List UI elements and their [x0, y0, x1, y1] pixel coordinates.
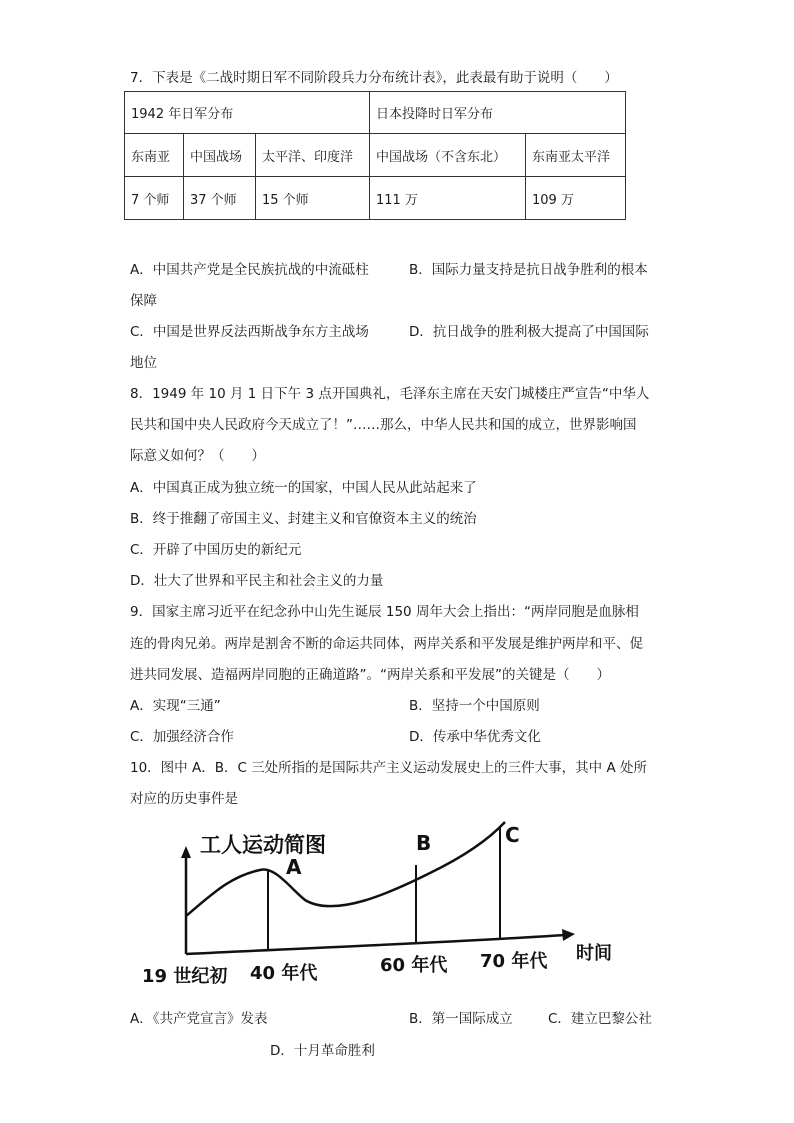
q8-option-b: B．终于推翻了帝国主义、封建主义和官僚资本主义的统治	[130, 511, 477, 527]
table-cell: 东南亚	[125, 134, 184, 177]
q9-stem-line3: 进共同发展、造福两岸同胞的正确道路”。“两岸关系和平发展”的关键是（ ）	[130, 667, 610, 683]
q8-option-c: C．开辟了中国历史的新纪元	[130, 542, 302, 558]
tick-label: 40 年代	[250, 963, 318, 984]
q7-stem: 7．下表是《二战时期日军不同阶段兵力分布统计表》，此表最有助于说明（ ）	[130, 70, 618, 86]
q8-stem-line2: 民共和国中央人民政府今天成立了！”……那么，中华人民共和国的成立，世界影响国	[130, 417, 637, 433]
y-axis-arrow-icon	[181, 846, 191, 858]
q8-stem-line3: 际意义如何？（ ）	[130, 448, 265, 464]
table-cell: 中国战场（不含东北）	[370, 134, 526, 177]
q9-option-a: A．实现“三通”	[130, 698, 221, 714]
table-row	[125, 177, 626, 220]
q10-stem-line2: 对应的历史事件是	[130, 791, 238, 807]
table-header-1942: 1942 年日军分布	[125, 92, 370, 134]
q10-option-c: C．建立巴黎公社	[548, 1011, 652, 1027]
table-cell: 37 个师	[184, 177, 256, 220]
q10-stem-line1: 10．图中 A．B．C 三处所指的是国际共产主义运动发展史上的三件大事，其中 A 处所	[130, 760, 648, 776]
q9-stem-line2: 连的骨肉兄弟。两岸是割舍不断的命运共同体，两岸关系和平发展是维护两岸和平、促	[130, 636, 643, 652]
q9-option-d: D．传承中华优秀文化	[409, 729, 541, 745]
q7-option-d-cont: 地位	[130, 355, 157, 371]
tick-label: 19 世纪初	[142, 966, 228, 987]
label-c: C	[505, 823, 520, 847]
table-cell: 111 万	[370, 177, 526, 220]
q7-option-a: A．中国共产党是全民族抗战的中流砥柱	[130, 262, 369, 278]
q8-option-a: A．中国真正成为独立统一的国家，中国人民从此站起来了	[130, 480, 477, 496]
q7-option-d: D．抗日战争的胜利极大提高了中国国际	[409, 324, 649, 340]
x-axis-arrow-icon	[562, 929, 575, 941]
table-cell: 中国战场	[184, 134, 256, 177]
table-cell: 109 万	[526, 177, 626, 220]
q7-option-b-cont: 保障	[130, 293, 157, 309]
q8-stem-line1: 8．1949 年 10 月 1 日下午 3 点开国典礼，毛泽东主席在天安门城楼庄严宣告“中华人	[130, 386, 650, 402]
table-row	[125, 134, 626, 177]
diagram-title: 工人运动简图	[200, 833, 326, 857]
label-b: B	[416, 831, 432, 855]
table-cell: 太平洋、印度洋	[256, 134, 370, 177]
tick-label: 70 年代	[480, 951, 548, 972]
q7-option-c: C．中国是世界反法西斯战争东方主战场	[130, 324, 369, 340]
q9-option-c: C．加强经济合作	[130, 729, 234, 745]
table-cell: 东南亚太平洋	[526, 134, 626, 177]
q9-stem-line1: 9．国家主席习近平在纪念孙中山先生诞辰 150 周年大会上指出：“两岸同胞是血脉相	[130, 604, 639, 620]
table-cell: 7 个师	[125, 177, 184, 220]
workers-movement-diagram	[130, 818, 630, 998]
q8-option-d: D．壮大了世界和平民主和社会主义的力量	[130, 573, 384, 589]
q9-option-b: B．坚持一个中国原则	[409, 698, 540, 714]
q7-table	[124, 91, 626, 220]
q7-option-b: B．国际力量支持是抗日战争胜利的根本	[409, 262, 648, 278]
q10-option-d: D．十月革命胜利	[270, 1043, 375, 1059]
q10-option-a: A．《共产党宣言》发表	[130, 1011, 268, 1027]
table-cell: 15 个师	[256, 177, 370, 220]
tick-label: 60 年代	[380, 955, 448, 976]
label-a: A	[286, 855, 302, 879]
x-axis-label: 时间	[576, 943, 612, 964]
q10-option-b: B．第一国际成立	[409, 1011, 513, 1027]
table-header-surrender: 日本投降时日军分布	[370, 92, 626, 134]
